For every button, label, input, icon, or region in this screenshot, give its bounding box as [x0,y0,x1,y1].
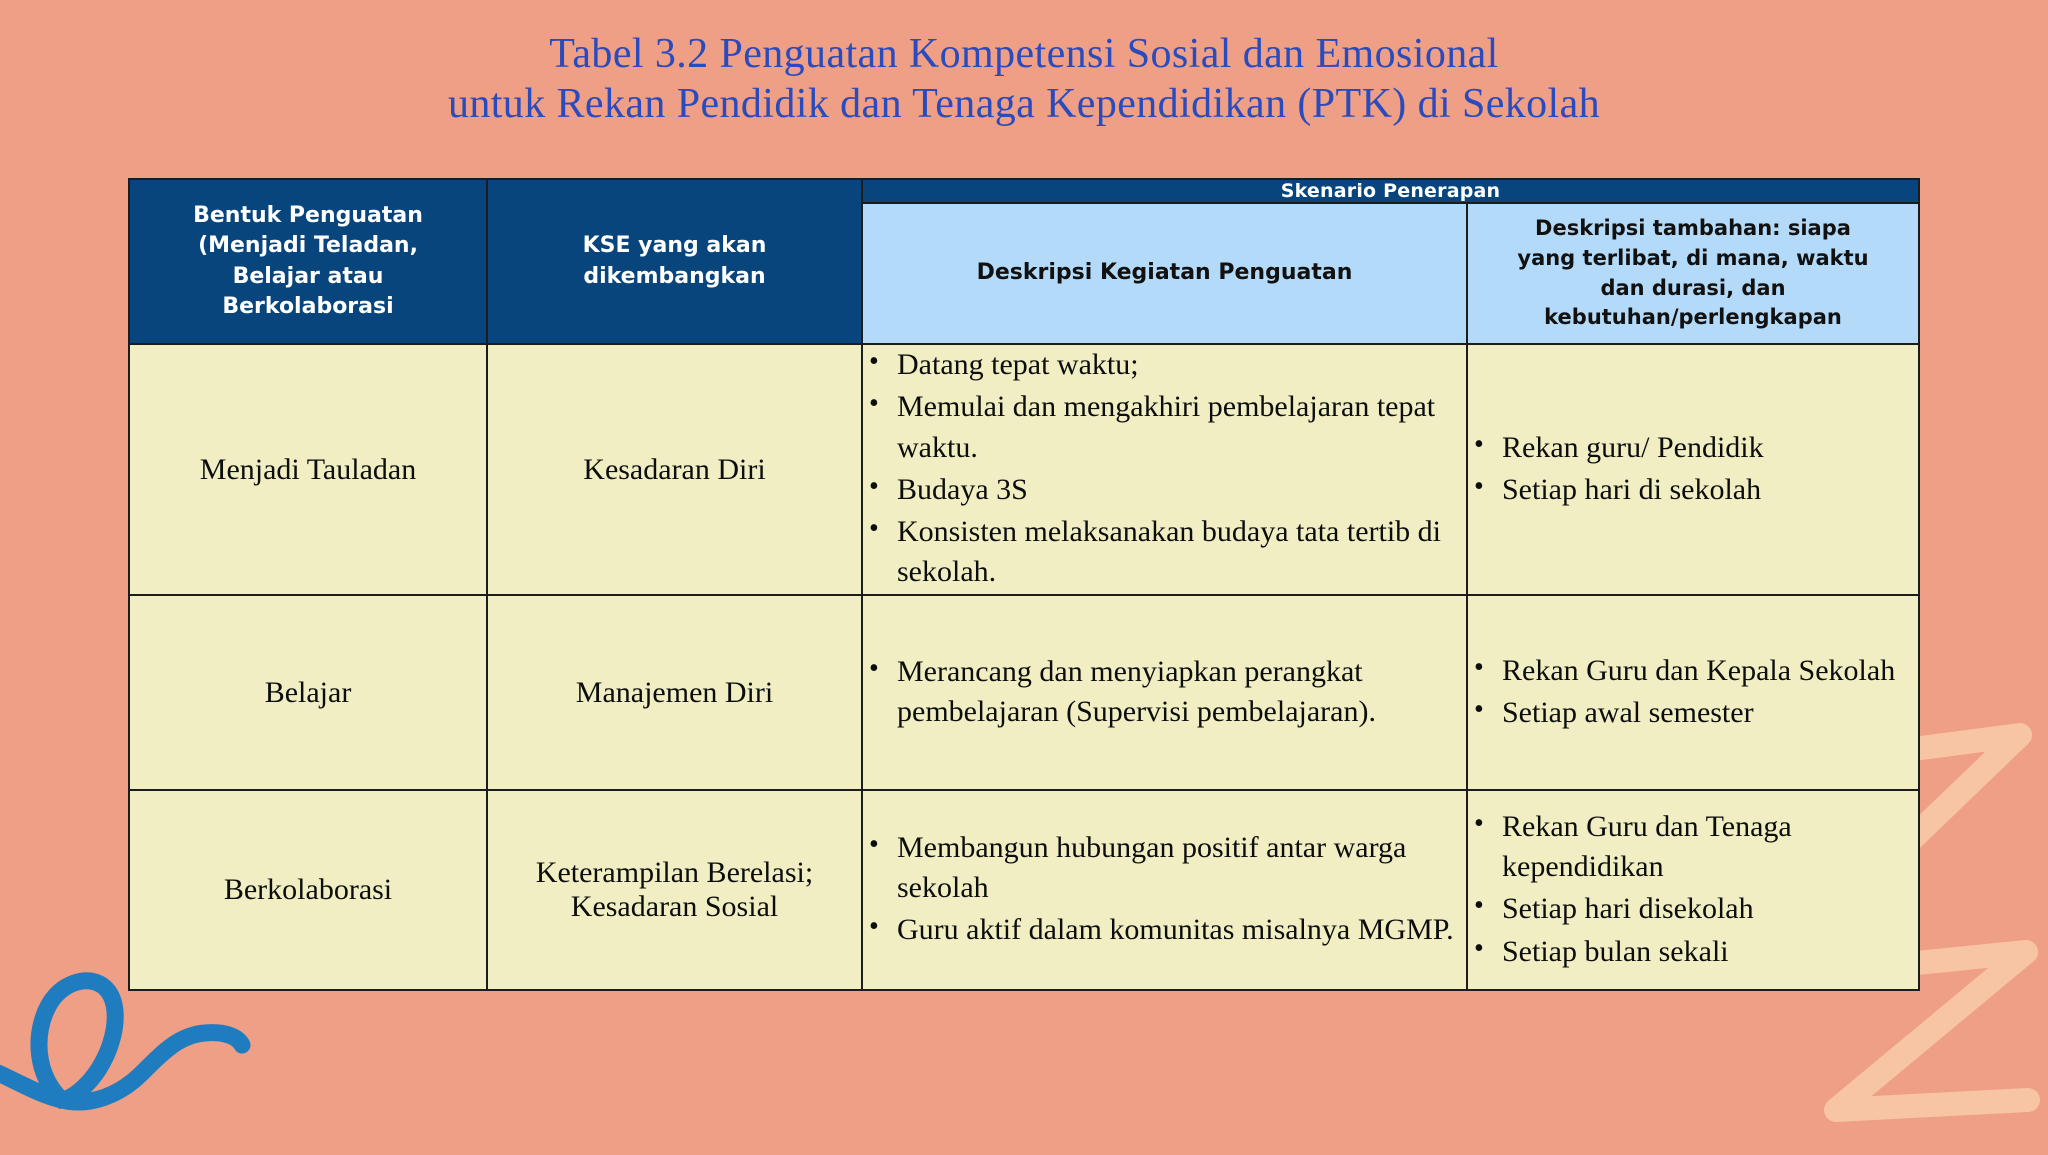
competency-table-container [128,178,1918,991]
cell-tambahan-row2 [1467,595,1919,790]
column-header-kse [487,179,862,344]
bentuk-header-line-4: Berkolaborasi [222,293,394,319]
bentuk-header-line-2: (Menjadi Teladan, [198,233,418,259]
tambahan-header-line-2: yang terlibat, di mana, waktu [1517,245,1869,270]
title-line-1: Tabel 3.2 Penguatan Kompetensi Sosial dan Emosional [549,31,1499,77]
tambahan-list-row1 [1468,428,1918,510]
kegiatan-list-row3 [863,828,1466,951]
group-header-skenario-penerapan: Skenario Penerapan [862,179,1919,203]
kse-header-line-1: KSE yang akan [582,233,767,259]
kse-header-line-2: dikembangkan [583,263,766,289]
list-item: • Datang tepat waktu; [863,345,1466,385]
cell-kegiatan-row1 [862,344,1467,595]
cell-kegiatan-row2 [862,595,1467,790]
list-item: • Setiap awal semester [1468,693,1918,733]
list-item: • Guru aktif dalam komunitas misalnya MGMP. [863,910,1466,950]
list-item: • Membangun hubungan positif antar warga sekolah [863,828,1466,908]
cell-tambahan-row1 [1467,344,1919,595]
table-row [129,790,1919,990]
table-head [129,179,1919,344]
cell-bentuk-row1: Menjadi Tauladan [129,344,487,595]
table-header-row-group [129,179,1919,203]
cell-kse-row3 [487,790,862,990]
tambahan-list-row3 [1468,807,1918,972]
cell-kse-row1: Kesadaran Diri [487,344,862,595]
list-item: • Budaya 3S [863,470,1466,510]
column-header-deskripsi-kegiatan: Deskripsi Kegiatan Penguatan [862,203,1467,344]
column-header-bentuk-penguatan [129,179,487,344]
table-body [129,344,1919,990]
cell-bentuk-row2: Belajar [129,595,487,790]
cell-kse-row2: Manajemen Diri [487,595,862,790]
kegiatan-list-row1 [863,345,1466,592]
tambahan-header-line-4: kebutuhan/perlengkapan [1544,305,1842,330]
bentuk-header-line-1: Bentuk Penguatan [193,202,423,228]
competency-table [128,178,1920,991]
list-item: • Memulai dan mengakhiri pembelajaran tepat waktu. [863,387,1466,467]
cell-bentuk-row3: Berkolaborasi [129,790,487,990]
table-row [129,344,1919,595]
kegiatan-list-row2 [863,652,1466,732]
cell-kegiatan-row3 [862,790,1467,990]
list-item: • Merancang dan menyiapkan perangkat pembelajaran (Supervisi pembelajaran). [863,652,1466,732]
list-item: • Setiap hari disekolah [1468,889,1918,929]
cell-tambahan-row3 [1467,790,1919,990]
kse-row3-line-1: Keterampilan Berelasi; [535,856,814,890]
tambahan-list-row2 [1468,651,1918,733]
column-header-deskripsi-tambahan [1467,203,1919,344]
slide-title [0,30,2048,129]
list-item: • Rekan Guru dan Kepala Sekolah [1468,651,1918,691]
list-item: • Rekan Guru dan Tenaga kependidikan [1468,807,1918,887]
title-line-2: untuk Rekan Pendidik dan Tenaga Kependidikan (PTK) di Sekolah [447,80,1601,127]
tambahan-header-line-1: Deskripsi tambahan: siapa [1535,216,1851,240]
list-item: • Konsisten melaksanakan budaya tata tertib di sekolah. [863,512,1466,592]
list-item: • Setiap bulan sekali [1468,932,1918,972]
tambahan-header-line-3: dan durasi, dan [1600,275,1786,300]
table-row [129,595,1919,790]
bentuk-header-line-3: Belajar atau [232,263,384,289]
list-item: • Setiap hari di sekolah [1468,470,1918,510]
kse-row3-line-2: Kesadaran Sosial [570,890,779,924]
list-item: • Rekan guru/ Pendidik [1468,428,1918,468]
